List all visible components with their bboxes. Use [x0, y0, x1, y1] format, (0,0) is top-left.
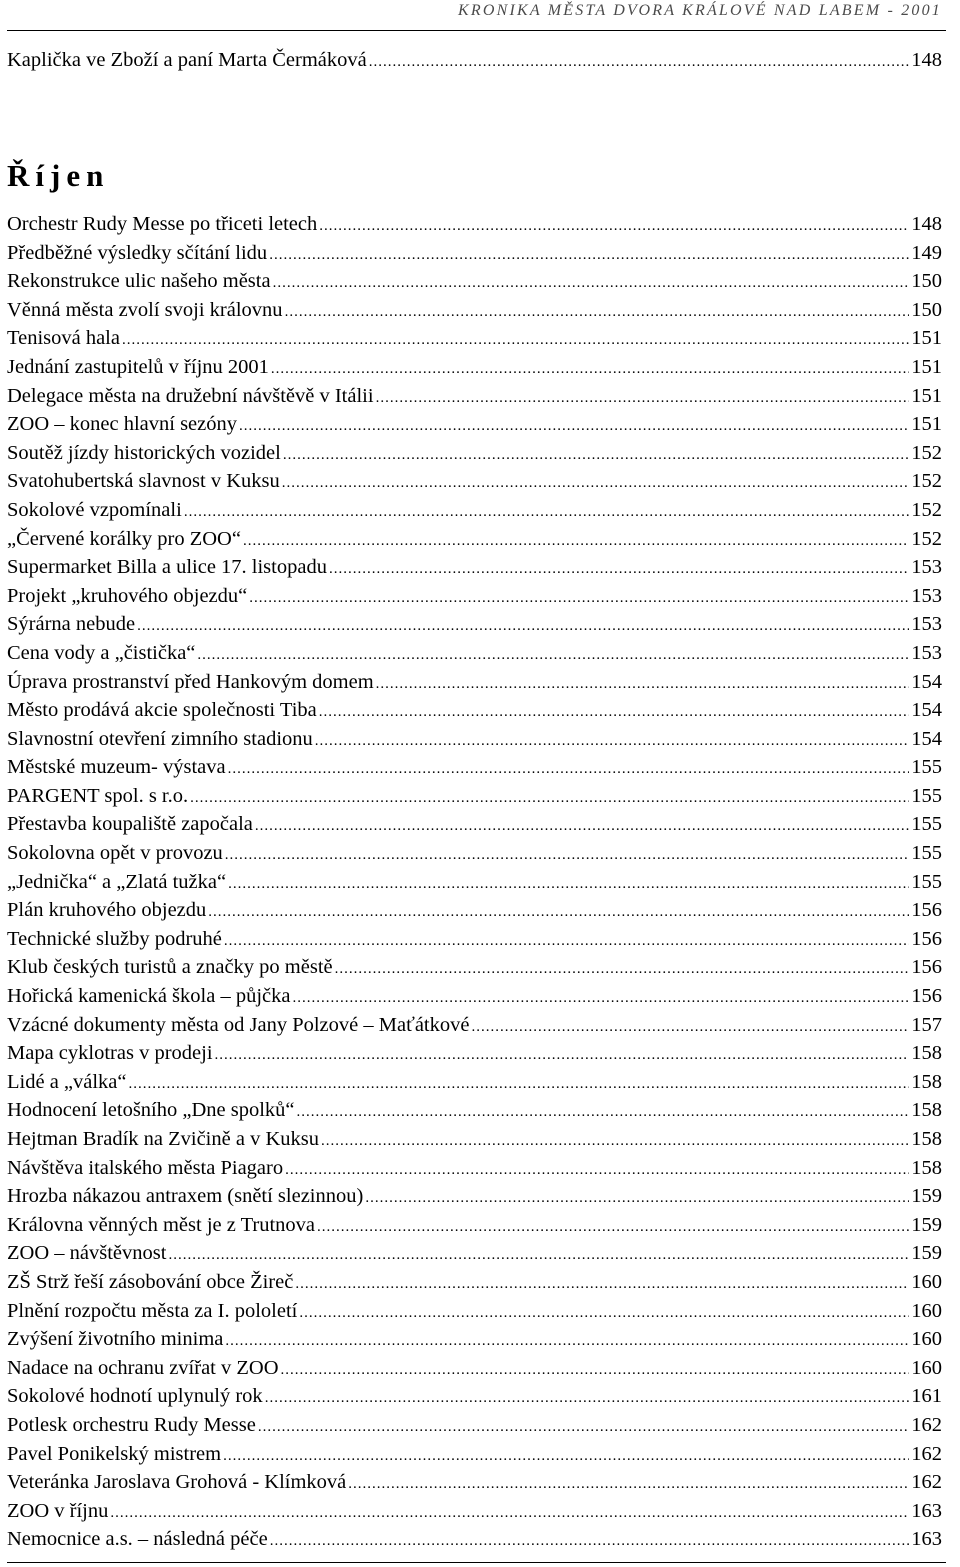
toc-entry[interactable] [7, 496, 942, 525]
toc-dot-leader [282, 469, 910, 498]
toc-entry-title: Předběžné výsledky sčítání lidu [7, 241, 268, 264]
toc-dot-leader [376, 670, 910, 699]
toc-entry-page: 157 [911, 1013, 942, 1036]
toc-entry-page: 150 [911, 270, 942, 293]
toc-entry-title: Hořická kamenická škola – půjčka [7, 985, 291, 1008]
toc-entry[interactable] [7, 668, 942, 697]
toc-dot-leader [281, 1356, 910, 1385]
toc-entry-page: 153 [911, 584, 942, 607]
toc-entry[interactable] [7, 1440, 942, 1469]
toc-dot-leader [122, 326, 909, 355]
toc-entry-page: 163 [911, 1528, 942, 1551]
toc-dot-leader [283, 441, 909, 470]
toc-entry[interactable] [7, 1325, 942, 1354]
toc-entry-title: Technické služby podruhé [7, 927, 222, 950]
toc-entry[interactable] [7, 1468, 942, 1497]
toc-entry-page: 158 [911, 1099, 942, 1122]
toc-dot-leader [271, 355, 909, 384]
toc-entry[interactable] [7, 1411, 942, 1440]
toc-dot-leader [299, 1299, 909, 1328]
toc-entry-page: 151 [911, 384, 942, 407]
toc-entry[interactable] [7, 753, 942, 782]
toc-entry-page: 158 [911, 1156, 942, 1179]
toc-entry[interactable] [7, 925, 942, 954]
toc-dot-leader [224, 927, 909, 956]
toc-entry-title: Potlesk orchestru Rudy Messe [7, 1413, 256, 1436]
toc-entry[interactable] [7, 582, 942, 611]
toc-entry[interactable] [7, 953, 942, 982]
toc-entry[interactable] [7, 1525, 942, 1554]
toc-entry[interactable] [7, 782, 942, 811]
toc-dot-leader [285, 1156, 909, 1185]
toc-entry-page: 158 [911, 1128, 942, 1150]
toc-entry-title: Slavnostní otevření zimního stadionu [7, 727, 313, 750]
toc-entry[interactable] [7, 868, 942, 897]
toc-entry-page: 151 [911, 413, 942, 436]
toc-entry[interactable] [7, 1154, 942, 1183]
toc-entry[interactable] [7, 525, 942, 554]
toc-dot-leader [348, 1470, 909, 1499]
toc-entry[interactable] [7, 267, 942, 296]
toc-entry-title: Vzácné dokumenty města od Jany Polzové – Maťátkové [7, 1013, 470, 1036]
toc-entry-page: 155 [911, 870, 942, 893]
toc-dot-leader [197, 641, 909, 670]
toc-entry-title: Lidé a „válka“ [7, 1070, 127, 1093]
toc-entry-title: Klub českých turistů a značky po městě [7, 956, 333, 979]
toc-entry-title: Hejtman Bradík na Zvičině a v Kuksu [7, 1128, 319, 1150]
toc-dot-leader [208, 898, 909, 927]
toc-entry-title: Pavel Ponikelský mistrem [7, 1442, 222, 1465]
toc-dot-leader [215, 1041, 910, 1070]
toc-entry[interactable] [7, 296, 942, 325]
toc-dot-leader [110, 1499, 909, 1528]
toc-entry[interactable] [7, 1039, 942, 1068]
toc-entry-page: 156 [911, 985, 942, 1008]
toc-entry-title: ZOO v říjnu [7, 1499, 109, 1522]
toc-dot-leader [249, 584, 909, 613]
toc-entry[interactable] [7, 896, 942, 925]
toc-entry[interactable] [7, 467, 942, 496]
toc-entry[interactable] [7, 46, 942, 75]
toc-entry[interactable] [7, 1211, 942, 1240]
toc-entry-page: 152 [911, 527, 942, 550]
toc-entry-title: Sýrárna nebude [7, 613, 136, 636]
toc-entry-page: 158 [911, 1070, 942, 1093]
toc-entry[interactable] [7, 1182, 942, 1211]
toc-entry-title: ZŠ Strž řeší zásobování obce Žireč [7, 1270, 294, 1293]
toc-entry[interactable] [7, 1068, 942, 1097]
toc-entry-page: 151 [911, 327, 942, 350]
toc-entry[interactable] [7, 239, 942, 268]
toc-entry-page: 160 [911, 1356, 942, 1379]
toc-dot-leader [285, 298, 910, 327]
toc-entry[interactable] [7, 1096, 942, 1125]
toc-entry-page: 159 [911, 1185, 942, 1208]
toc-dot-leader [376, 384, 910, 413]
toc-entry-page: 158 [911, 1042, 942, 1065]
toc-dot-leader [137, 612, 909, 641]
toc-dot-leader [228, 755, 910, 784]
toc-entry-title: Zvýšení životního minima [7, 1328, 224, 1351]
toc-dot-leader [258, 1413, 909, 1442]
toc-entry-title: Nemocnice a.s. – následná péče [7, 1528, 268, 1551]
toc-entry-page: 156 [911, 927, 942, 950]
toc-entry[interactable] [7, 439, 942, 468]
toc-entry[interactable] [7, 553, 942, 582]
toc-dot-leader [335, 955, 910, 984]
toc-entry-title: Sokolové hodnotí uplynulý rok [7, 1385, 263, 1408]
toc-entry[interactable] [7, 210, 942, 239]
toc-entry-page: 155 [911, 813, 942, 836]
toc-entry-page: 155 [911, 842, 942, 865]
toc-entry-title: Nadace na ochranu zvířat v ZOO [7, 1356, 279, 1379]
toc-entry-page: 162 [911, 1471, 942, 1494]
toc-dot-leader [365, 1184, 909, 1213]
toc-entry-title: Úprava prostranství před Hankovým domem [7, 670, 374, 693]
toc-dot-leader [321, 1127, 909, 1156]
toc-entry-page: 153 [911, 641, 942, 664]
toc-entry-title: Cena vody a „čistička“ [7, 641, 196, 664]
toc-entry-title: Městské muzeum- výstava [7, 756, 226, 779]
toc-entry-page: 150 [911, 298, 942, 321]
toc-dot-leader [225, 841, 909, 870]
toc-entry-title: Kaplička ve Zboží a paní Marta Čermáková [7, 49, 367, 71]
toc-entry-title: Sokolovna opět v provozu [7, 842, 223, 865]
toc-dot-leader [225, 1327, 909, 1356]
toc-entry[interactable] [7, 839, 942, 868]
toc-entry-page: 149 [911, 241, 942, 264]
toc-dot-leader [168, 1241, 909, 1270]
toc-entry-page: 154 [911, 699, 942, 722]
toc-entry-page: 152 [911, 470, 942, 493]
toc-entry-page: 153 [911, 556, 942, 579]
toc-dot-leader [315, 727, 909, 756]
toc-entry-title: Tenisová hala [7, 327, 120, 350]
header-divider [7, 30, 946, 31]
toc-dot-leader [239, 412, 909, 441]
toc-entry-title: „Červené korálky pro ZOO“ [7, 527, 241, 550]
toc-entry[interactable] [7, 696, 942, 725]
toc-entry-page: 156 [911, 956, 942, 979]
toc-entry[interactable] [7, 610, 942, 639]
toc-entry-page: 159 [911, 1242, 942, 1265]
toc-section-list [7, 210, 942, 1554]
toc-dot-leader [329, 555, 909, 584]
toc-entry-title: Hrozba nákazou antraxem (snětí slezinnou) [7, 1185, 364, 1208]
toc-entry-title: ZOO – konec hlavní sezóny [7, 413, 237, 436]
toc-entry[interactable] [7, 982, 942, 1011]
toc-entry-title: Projekt „kruhového objezdu“ [7, 584, 248, 607]
toc-entry[interactable] [7, 324, 942, 353]
toc-entry-title: Přestavba koupaliště započala [7, 813, 253, 836]
toc-entry-page: 162 [911, 1413, 942, 1436]
toc-entry-title: Mapa cyklotras v prodeji [7, 1042, 213, 1065]
toc-entry-title: ZOO – návštěvnost [7, 1242, 167, 1265]
toc-entry-page: 155 [911, 784, 942, 807]
toc-dot-leader [273, 269, 910, 298]
toc-entry[interactable] [7, 353, 942, 382]
toc-dot-leader [184, 498, 909, 527]
toc-entry-page: 148 [911, 213, 942, 235]
toc-entry-title: Věnná města zvolí svoji královnu [7, 298, 283, 321]
toc-entry-page: 148 [911, 49, 942, 71]
toc-entry-title: Návštěva italského města Piagaro [7, 1156, 284, 1179]
toc-dot-leader [297, 1098, 910, 1127]
toc-entry-title: Svatohubertská slavnost v Kuksu [7, 470, 280, 493]
toc-dot-leader [129, 1070, 910, 1099]
toc-dot-leader [228, 870, 909, 899]
toc-entry[interactable] [7, 1297, 942, 1326]
toc-entry-page: 162 [911, 1442, 942, 1465]
toc-entry-page: 160 [911, 1270, 942, 1293]
toc-entry-title: Město prodává akcie společnosti Tiba [7, 699, 317, 722]
toc-entry-page: 152 [911, 441, 942, 464]
toc-entry[interactable] [7, 1268, 942, 1297]
toc-entry-title: Plnění rozpočtu města za I. pololetí [7, 1299, 298, 1322]
toc-entry-page: 153 [911, 613, 942, 636]
toc-dot-leader [190, 784, 909, 813]
toc-entry-title: Jednání zastupitelů v říjnu 2001 [7, 355, 269, 378]
toc-entry[interactable] [7, 1239, 942, 1268]
toc-entry-page: 155 [911, 756, 942, 779]
toc-entry-page: 152 [911, 498, 942, 521]
toc-entry[interactable] [7, 410, 942, 439]
toc-entry-page: 151 [911, 355, 942, 378]
toc-entry[interactable] [7, 1011, 942, 1040]
toc-entry-page: 160 [911, 1328, 942, 1351]
toc-entry[interactable] [7, 382, 942, 411]
toc-entry-title: Královna věnných měst je z Trutnova [7, 1213, 316, 1236]
toc-entry-title: Sokolové vzpomínali [7, 498, 182, 521]
toc-entry-page: 160 [911, 1299, 942, 1322]
toc-entry-page: 163 [911, 1499, 942, 1522]
toc-entry-title: Soutěž jízdy historických vozidel [7, 441, 281, 464]
toc-entry-title: Plán kruhového objezdu [7, 899, 207, 922]
toc-entry[interactable] [7, 810, 942, 839]
toc-entry[interactable] [7, 725, 942, 754]
toc-entry-title: Supermarket Billa a ulice 17. listopadu [7, 556, 327, 579]
toc-entry-title: „Jednička“ a „Zlatá tužka“ [7, 870, 227, 893]
toc-entry-page: 156 [911, 899, 942, 922]
toc-entry-title: Rekonstrukce ulic našeho města [7, 270, 271, 293]
toc-dot-leader [223, 1442, 909, 1471]
toc-dot-leader [319, 698, 910, 727]
running-header: KRONIKA MĚSTA DVORA KRÁLOVÉ NAD LABEM - 2001 [457, 2, 942, 19]
toc-dot-leader [265, 1384, 910, 1413]
toc-entry-title: Delegace města na družební návštěvě v Itálii [7, 384, 374, 407]
toc-entry-title: Hodnocení letošního „Dne spolků“ [7, 1099, 295, 1122]
toc-dot-leader [369, 48, 910, 77]
toc-dot-leader [292, 984, 909, 1013]
toc-dot-leader [255, 812, 909, 841]
toc-dot-leader [317, 1213, 909, 1242]
toc-entry-title: PARGENT spol. s r.o. [7, 784, 189, 807]
toc-entry-page: 154 [911, 727, 942, 750]
toc-entry-page: 161 [911, 1385, 942, 1408]
toc-entry[interactable] [7, 1354, 942, 1383]
section-title: Říjen [7, 158, 110, 193]
toc-dot-leader [471, 1013, 909, 1042]
toc-dot-leader [270, 1527, 910, 1556]
toc-dot-leader [243, 527, 909, 556]
toc-entry[interactable] [7, 1497, 942, 1526]
footer-divider [7, 1562, 946, 1563]
toc-entry[interactable] [7, 639, 942, 668]
toc-entry-page: 154 [911, 670, 942, 693]
toc-entry[interactable] [7, 1125, 942, 1154]
toc-entry-page: 159 [911, 1213, 942, 1236]
toc-dot-leader [319, 212, 909, 241]
toc-dot-leader [295, 1270, 909, 1299]
toc-dot-leader [269, 241, 909, 270]
toc-top-list [7, 46, 942, 75]
toc-entry[interactable] [7, 1382, 942, 1411]
toc-entry-title: Orchestr Rudy Messe po třiceti letech [7, 213, 318, 235]
toc-entry-title: Veteránka Jaroslava Grohová - Klímková [7, 1471, 347, 1494]
